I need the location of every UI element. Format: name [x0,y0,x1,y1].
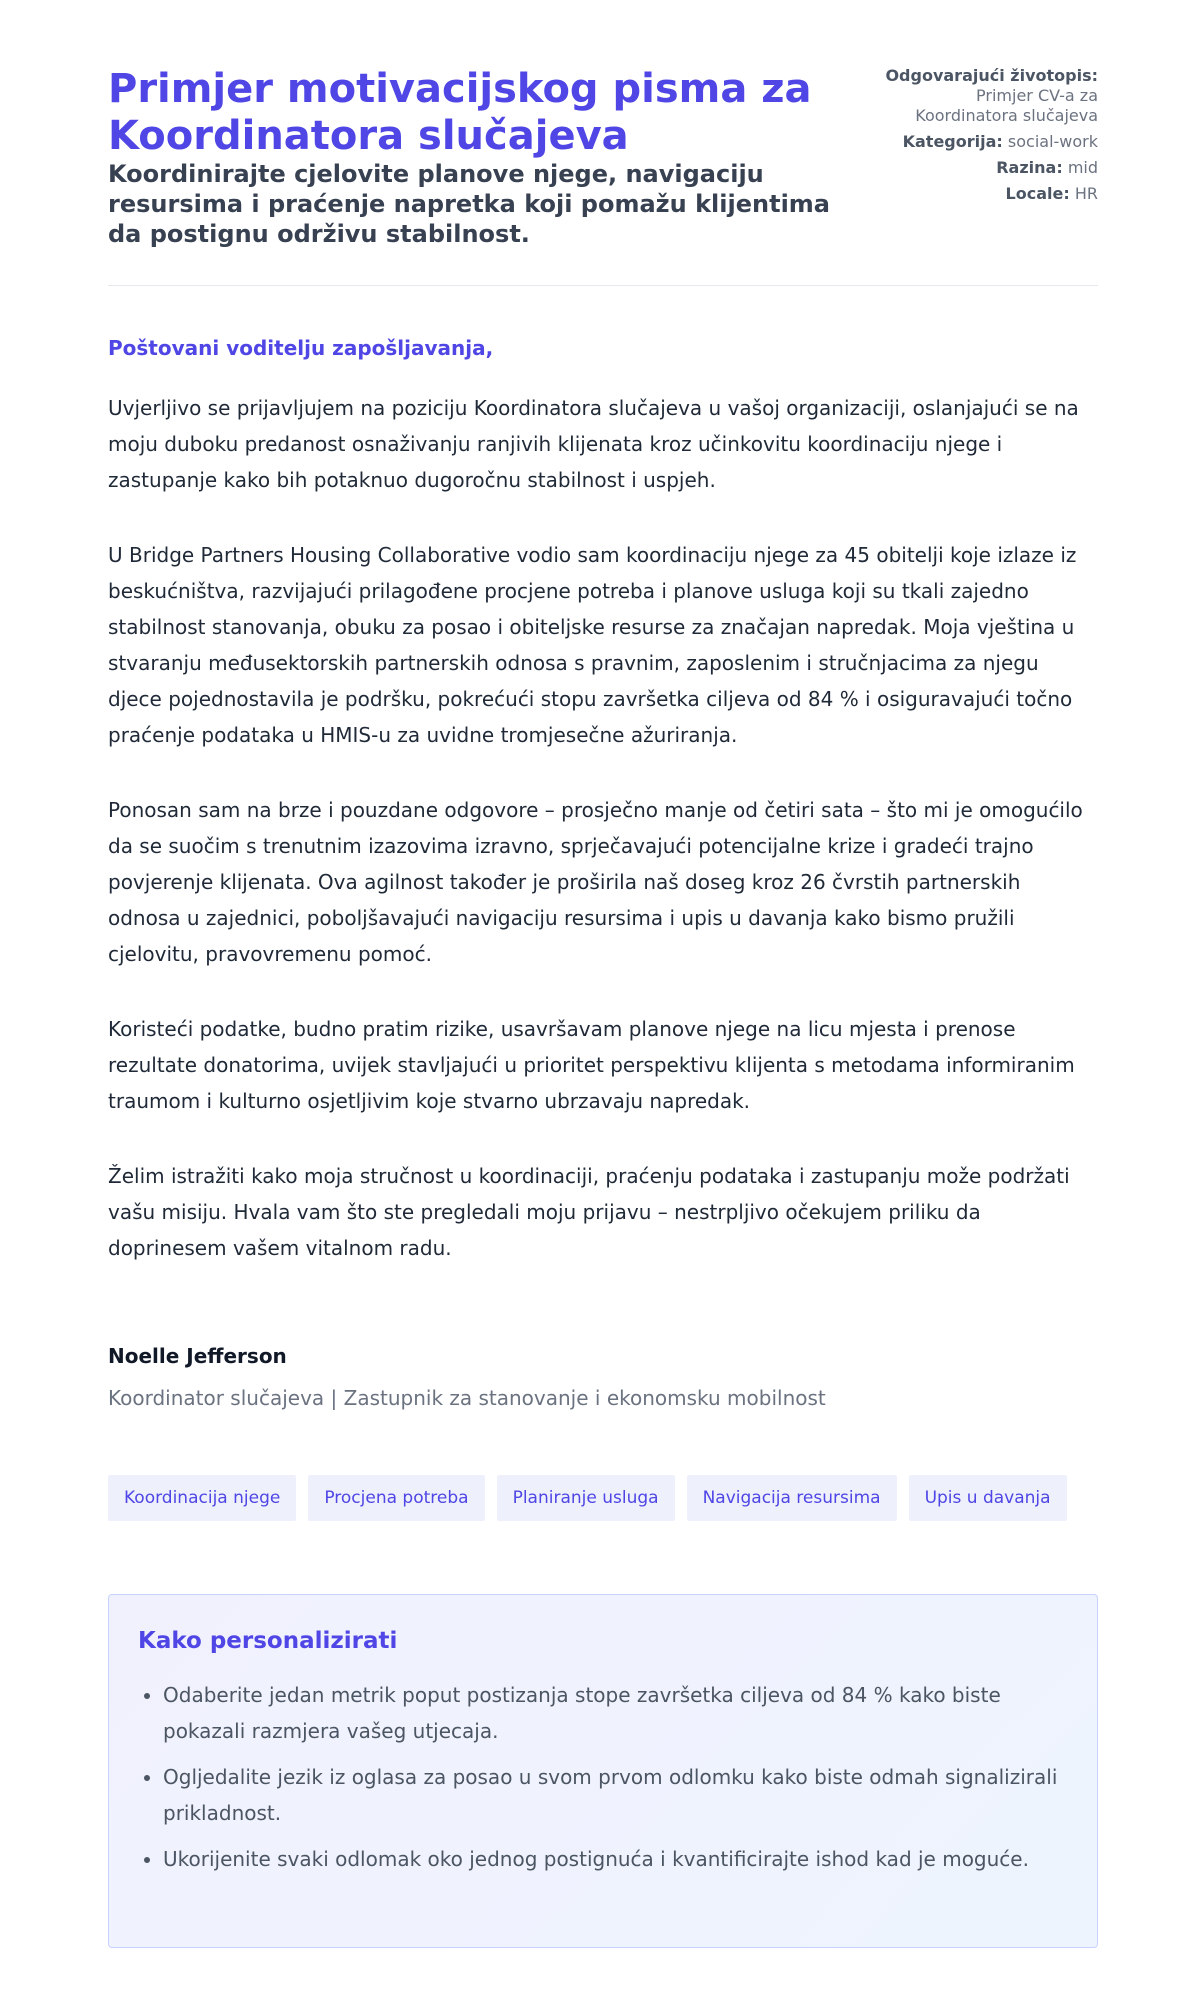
letter-paragraph: Koristeći podatke, budno pratim rizike, usavršavam planove njege na licu mjesta i prenose rezultate donatorima, uvijek stavljajući u prioritet perspektivu klijenta s metodama informiranim traumom i kulturno osjetljivim koje stvarno ubrzavaju napredak. [108,1017,1075,1113]
skill-tag: Koordinacija njege [108,1475,296,1521]
letter-greeting: Poštovani voditelju zapošljavanja, [108,336,494,360]
letter-paragraph: Uvjerljivo se prijavljujem na poziciju Koordinatora slučajeva u vašoj organizaciji, oslanjajući se na moju duboku predanost osnaživanju ranjivih klijenata kroz učinkovitu koordinaciju njege i zastupanje kako bih potaknuo dugoročnu stabilnost i uspjeh. [108,396,1079,492]
meta-level [878,158,1098,178]
personalize-tips-box [108,1594,1098,1948]
meta-locale [878,184,1098,204]
meta-category-value: social-work [1007,132,1098,151]
meta-category [878,132,1098,152]
page-subtitle: Koordinirajte cjelovite planove njege, navigaciju resursima i praćenje napretka koji pomažu klijentima da postignu održivu stabilnost. [108,160,830,248]
skill-tag: Procjena potreba [308,1475,484,1521]
letter-paragraph: Ponosan sam na brze i pouzdane odgovore – prosječno manje od četiri sata – što mi je omogućilo da se suočim s trenutnim izazovima izravno, sprječavajući potencijalne krize i gradeći trajno povjerenje klijenata. Ova agilnost također je proširila naš doseg kroz 26 čvrstih partnerskih odnosa u zajednici, poboljšavajući navigaciju resursima i upis u davanja kako bismo pružili cjelovitu, pravovremenu pomoć. [108,798,1083,966]
meta-locale-label: Locale: [1005,184,1070,203]
page-title: Primjer motivacijskog pisma za Koordinatora slučajeva [108,66,812,159]
meta-level-value: mid [1067,158,1098,177]
skill-tag: Planiranje usluga [497,1475,675,1521]
meta-category-label: Kategorija: [902,132,1003,151]
meta-locale-value: HR [1074,184,1098,203]
meta-level-label: Razina: [996,158,1063,177]
signature-role: Koordinator slučajeva | Zastupnik za stanovanje i ekonomsku mobilnost [108,1386,826,1410]
tips-item: • Odaberite jedan metrik poput postizanja stope završetka ciljeva od 84 % kako biste pokazali razmjera vašeg utjecaja. [163,1677,1063,1749]
cover-letter-page [108,0,1098,1871]
signature-name: Noelle Jefferson [108,1344,287,1368]
tips-title: Kako personalizirati [138,1628,398,1654]
skill-tags [108,1475,1067,1521]
tips-item: • Ukorijenite svaki odlomak oko jednog postignuća i kvantificirajte ishod kad je moguće. [163,1841,1063,1877]
tips-list [163,1677,1063,1887]
tips-item: • Ogljedalite jezik iz oglasa za posao u svom prvom odlomku kako biste odmah signalizirali prikladnost. [163,1759,1063,1831]
meta-panel [878,66,1098,210]
letter-paragraph: U Bridge Partners Housing Collaborative vodio sam koordinaciju njege za 45 obitelji koje izlaze iz beskućništva, razvijajući prilagođene procjene potreba i planove usluga koji su tkali zajedno stabilnost stanovanja, obuku za posao i obiteljske resurse za značajan napredak. Moja vještina u stvaranju međusektorskih partnerskih odnosa s pravnim, zaposlenim i stručnjacima za njegu djece pojednostavila je podršku, pokrećući stopu završetka ciljeva od 84 % i osiguravajući točno praćenje podataka u HMIS-u za uvidne tromjesečne ažuriranja. [108,543,1077,747]
skill-tag: Upis u davanja [909,1475,1067,1521]
letter-body [108,390,1098,1305]
meta-resume [878,66,1098,126]
skill-tag: Navigacija resursima [687,1475,897,1521]
letter-paragraph: Želim istražiti kako moja stručnost u koordinaciji, praćenju podataka i zastupanju može podržati vašu misiju. Hvala vam što ste pregledali moju prijavu – nestrpljivo očekujem priliku da doprinesem vašem vitalnom radu. [108,1164,1070,1260]
meta-resume-link[interactable]: Primjer CV-a za Koordinatora slučajeva [915,86,1098,125]
meta-resume-label: Odgovarajući životopis: [885,66,1098,85]
page-header [108,0,1098,286]
